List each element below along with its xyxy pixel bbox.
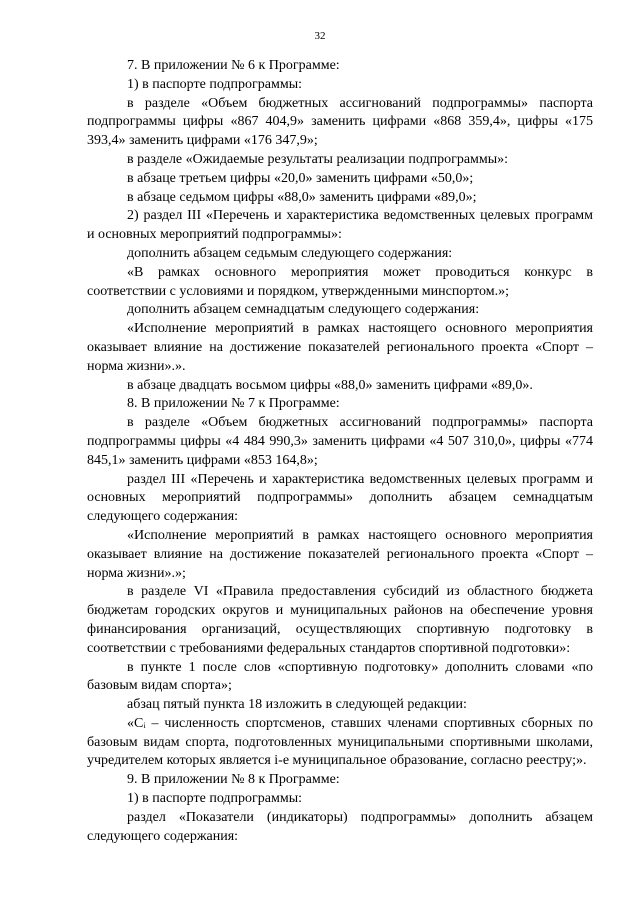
paragraph: «Исполнение мероприятий в рамках настоящего основного мероприятия оказывает влияние на достижение показателей регионального проекта «Спорт – норма жизни».». — [87, 321, 593, 374]
paragraph: в разделе «Ожидаемые результаты реализации подпрограммы»: — [127, 151, 509, 167]
paragraph: 8. В приложении № 7 к Программе: — [127, 396, 340, 412]
paragraph: дополнить абзацем семнадцатым следующего содержания: — [127, 302, 480, 318]
paragraph: 1) в паспорте подпрограммы: — [127, 791, 303, 807]
paragraph: в разделе VI «Правила предоставления субсидий из областного бюджета бюджетам городских округов и муниципальных районов на обеспечение уровня финансирования организаций, осуществляющих спортивную подготовку в соответствии с требованиями федеральных стандартов спортивной подготовки»: — [87, 584, 593, 656]
paragraph: 9. В приложении № 8 к Программе: — [127, 772, 340, 788]
paragraph: в пункте 1 после слов «спортивную подготовку» дополнить словами «по базовым видам спорта»; — [87, 659, 593, 694]
paragraph: «Cᵢ – численность спортсменов, ставших членами спортивных сборных по базовым видам спорта, подготовленных муниципальными спортивными школами, учредителем которых является i-е муниципальное образование, согласно реестру;». — [87, 715, 593, 769]
paragraph: «Исполнение мероприятий в рамках настоящего основного мероприятия оказывает влияние на достижение показателей регионального проекта «Спорт – норма жизни».»; — [87, 527, 593, 581]
page-number: 32 — [314, 30, 326, 42]
paragraph: в абзаце седьмом цифры «88,0» заменить цифрами «89,0»; — [127, 189, 477, 205]
paragraph: раздел «Показатели (индикаторы) подпрограммы» дополнить абзацем следующего содержания: — [87, 809, 593, 844]
paragraph: абзац пятый пункта 18 изложить в следующей редакции: — [127, 697, 467, 713]
paragraph: дополнить абзацем седьмым следующего содержания: — [127, 245, 453, 261]
paragraph: в разделе «Объем бюджетных ассигнований подпрограммы» паспорта подпрограммы цифры «4 484 990,3» заменить цифрами «4 507 310,0», цифры «774 845,1» заменить цифрами «853 164,8»; — [87, 415, 593, 468]
paragraph: «В рамках основного мероприятия может проводиться конкурс в соответствии с условиями и порядком, утвержденными минспортом.»; — [87, 264, 593, 299]
paragraph: в абзаце двадцать восьмом цифры «88,0» заменить цифрами «89,0». — [127, 377, 533, 393]
paragraph: в разделе «Объем бюджетных ассигнований подпрограммы» паспорта подпрограммы цифры «867 404,9» заменить цифрами «868 359,4», цифры «175 393,4» заменить цифрами «176 347,9»; — [87, 95, 593, 149]
paragraph: 1) в паспорте подпрограммы: — [127, 76, 303, 92]
document-body — [87, 57, 593, 846]
paragraph: в абзаце третьем цифры «20,0» заменить цифрами «50,0»; — [127, 170, 474, 186]
paragraph: раздел III «Перечень и характеристика ведомственных целевых программ и основных мероприятий подпрограммы» дополнить абзацем семнадцатым следующего содержания: — [87, 471, 593, 525]
paragraph: 7. В приложении № 6 к Программе: — [127, 58, 340, 73]
paragraph: 2) раздел III «Перечень и характеристика ведомственных целевых программ и основных мероприятий подпрограммы»: — [87, 208, 593, 243]
